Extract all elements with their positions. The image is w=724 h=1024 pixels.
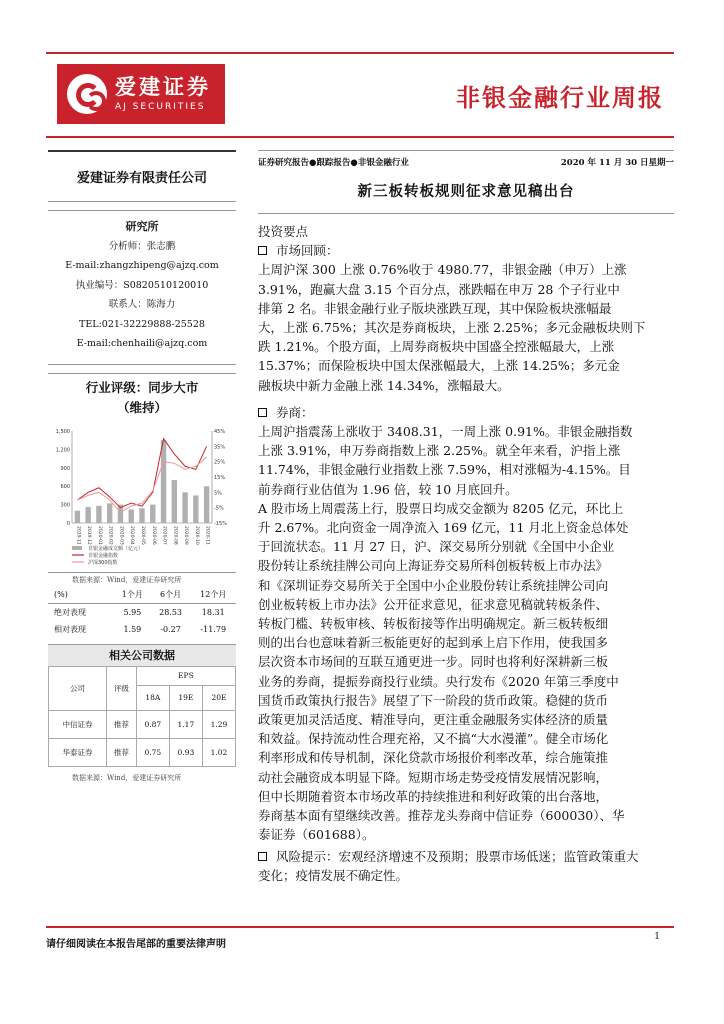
legend-label: 非银金融指数 — [88, 552, 119, 559]
col-company: 公司 — [49, 666, 107, 710]
company-logo — [57, 64, 225, 124]
legend-label: 非银金融成交额（亿元） — [88, 545, 144, 552]
report-date: 2020 年 11 月 30 日星期一 — [560, 158, 674, 168]
rating-line2: （维持） — [116, 399, 167, 415]
perf-cell: 相对表现 — [54, 624, 86, 634]
table-row — [49, 710, 236, 738]
text-line: 3.91%，跑赢大盘 3.15 个百分点，涨跌幅在申万 28 个子行业中 — [258, 281, 620, 297]
market-header: 市场回顾： — [276, 243, 339, 259]
perf-header-cell: 1个月 — [114, 587, 151, 604]
volume-bar — [161, 440, 166, 523]
x-tick-label: 2020-04 — [129, 525, 135, 545]
col-rating: 评级 — [106, 666, 136, 710]
text-line: 创业板转板上市办法》公开征求意见，征求意见稿就转板条件、 — [258, 596, 609, 612]
text-line: 层次资本市场间的互联互通更进一步。同时也将利好深耕新三板 — [258, 654, 609, 670]
contact-name: 联系人：陈海力 — [108, 299, 176, 310]
rel-cell: 0.87 — [136, 710, 169, 738]
text-line: 跌 1.21%。个股方面，上周券商板块中国盛全控涨幅最大，上涨 — [258, 339, 615, 355]
analyst-name: 分析师：张志鹏 — [108, 240, 176, 252]
contact-tel: TEL:021-32229888-25528 — [79, 318, 205, 330]
text-line: 政策更加灵活适度、精准导向，更注重金融服务实体经济的质量 — [258, 712, 609, 728]
year-cell: 19E — [169, 685, 202, 710]
text-line: 和效益。保持流动性合理充裕，又不搞“大水漫灌”。健全市场化 — [258, 731, 609, 747]
y-left-tick-label: 600 — [60, 483, 70, 490]
performance-table — [48, 587, 236, 638]
market-chart — [48, 423, 236, 573]
table-row — [49, 738, 236, 766]
license-number: 执业编号：S0820510120010 — [75, 279, 209, 291]
text-line: 15.37%；而保险板块中国太保涨幅最大，上涨 14.25%；多元金 — [258, 358, 620, 374]
x-tick-label: 2020-07 — [161, 525, 167, 545]
volume-bar — [150, 504, 155, 522]
rel-cell: 推荐 — [106, 738, 136, 766]
text-line: 业务的券商，提振券商投行业绩。央行发布《2020 年第三季度中 — [258, 673, 619, 689]
x-tick-label: 2020-01 — [96, 525, 102, 545]
y-right-tick-label: 15% — [214, 474, 226, 481]
rel-cell: 1.29 — [202, 710, 235, 738]
y-left-tick-label: 900 — [60, 465, 70, 472]
risk-line2: 变化；疫情发展不确定性。 — [258, 867, 409, 883]
x-tick-label: 2020-03 — [118, 525, 124, 545]
text-line: 上周沪指震荡上涨收于 3408.31，一周上涨 0.91%。非银金融指数 — [258, 424, 633, 440]
volume-bar — [139, 508, 144, 523]
text-line: 上涨 3.91%，申万券商指数上涨 2.25%。就全年来看，沪指上涨 — [258, 443, 621, 459]
chart-source: 数据来源：Wind，爱建证券研究所 — [72, 575, 182, 584]
broker-header: 券商： — [276, 404, 314, 420]
text-line: 升 2.67%。北向资金一周净流入 169 亿元，11 月北上资金总体处 — [258, 520, 629, 536]
table-row — [48, 604, 236, 621]
y-right-tick-label: -5% — [214, 505, 224, 512]
logo-cn-text: 爱建证券 — [115, 75, 211, 99]
text-line: 则的出台也意味着新三板能更好的起到承上启下作用，使我国多 — [258, 635, 609, 651]
risk-line1: 风险提示：宏观经济增速不及预期；股票市场低迷；监管政策重大 — [276, 848, 639, 864]
text-line: 和《深圳证券交易所关于全国中小企业股份转让系统挂牌公司向 — [258, 577, 609, 593]
analyst-email[interactable]: E-mail:zhangzhipeng@ajzq.com — [65, 260, 219, 271]
rel-cell: 推荐 — [106, 710, 136, 738]
perf-cell: 18.31 — [201, 607, 225, 617]
rel-cell: 中信证券 — [49, 710, 107, 738]
perf-header-cell: (%) — [48, 587, 114, 604]
footer-disclaimer[interactable]: 请仔细阅读在本报告尾部的重要法律声明 — [46, 939, 226, 950]
intro-heading: 投资要点 — [258, 224, 309, 239]
related-header-row — [49, 666, 236, 685]
text-line: 券商基本面有望继续改善。推荐龙头券商中信证券（600030）、华 — [258, 808, 625, 824]
perf-cell: -0.27 — [160, 624, 181, 634]
meta-row — [258, 150, 674, 170]
rel-cell: 0.93 — [169, 738, 202, 766]
text-line: 利率形成和传导机制，深化贷款市场报价利率改革，综合施策推 — [258, 750, 609, 766]
volume-bar — [96, 505, 101, 522]
text-line: 上周沪深 300 上涨 0.76%收于 4980.77，非银金融（申万）上涨 — [258, 262, 627, 278]
text-line: 动社会融资成本明显下降。短期市场走势受疫情发展情况影响， — [258, 769, 609, 785]
y-left-tick-label: 1,200 — [55, 446, 70, 453]
text-line: 排第 2 名。非银金融行业子版块涨跌互现，其中保险板块涨幅最 — [258, 300, 612, 316]
performance-header-row — [48, 587, 236, 604]
rel-cell: 1.02 — [202, 738, 235, 766]
market-section-heading — [258, 241, 674, 260]
report-title: 非银金融行业周报 — [456, 84, 664, 112]
market-paragraph — [258, 260, 674, 394]
text-line: 融板块中新力金融上涨 14.34%，涨幅最大。 — [258, 377, 510, 393]
table-row — [48, 621, 236, 638]
x-tick-label: 2020-06 — [150, 525, 156, 545]
volume-bar — [129, 509, 134, 522]
sidebar-company: 爱建证券有限责任公司 — [48, 150, 236, 202]
volume-bar — [85, 507, 90, 523]
y-right-tick-label: -15% — [214, 520, 227, 527]
checkbox-icon — [258, 408, 267, 417]
text-line: A 股市场上周震荡上行，股票日均成交金额为 8205 亿元，环比上 — [258, 500, 624, 516]
market-chart-svg — [48, 423, 236, 573]
perf-cell: 28.53 — [159, 607, 183, 617]
x-tick-label: 2020-11 — [204, 525, 210, 545]
x-tick-label: 2020-10 — [193, 525, 199, 545]
volume-bar — [172, 480, 177, 523]
perf-cell: -11.79 — [200, 624, 227, 634]
volume-bar — [75, 510, 80, 522]
footer-rule — [46, 926, 674, 928]
contact-email[interactable]: E-mail:chenhaili@ajzq.com — [76, 338, 208, 349]
text-line: 大，上涨 6.75%；其次是券商板块，上涨 2.25%；多元金融板块则下 — [258, 320, 646, 336]
text-line: 转板门槛、转板审核、转板衔接等作出明确规定。新三板转板细 — [258, 616, 609, 632]
rating-line1: 行业评级：同步大市 — [85, 379, 199, 395]
volume-bar — [193, 495, 198, 523]
text-line: 于回流状态。11 月 27 日，沪、深交易所分别就《全国中小企业 — [258, 539, 615, 555]
report-subtitle: 新三板转板规则征求意见稿出台 — [357, 183, 575, 200]
col-eps: EPS — [136, 666, 235, 685]
related-source: 数据来源：Wind，爱建证券研究所 — [72, 773, 182, 782]
text-line: 11.74%，非银金融行业指数上涨 7.59%，相对涨幅为-4.15%。目 — [258, 462, 631, 478]
report-category: 证券研究报告●跟踪报告●非银金融行业 — [258, 158, 409, 168]
y-right-tick-label: 5% — [214, 489, 222, 496]
perf-header-cell: 6个月 — [151, 587, 191, 604]
year-cell: 18A — [136, 685, 169, 710]
main-content — [258, 150, 674, 885]
x-tick-label: 2020-08 — [172, 525, 178, 545]
y-left-tick-label: 1,500 — [55, 428, 70, 435]
perf-cell: 5.95 — [123, 607, 142, 617]
text-line: 前券商行业估值为 1.96 倍，较 10 月底回升。 — [258, 481, 518, 497]
x-tick-label: 2020-02 — [107, 525, 113, 545]
volume-bar — [107, 503, 112, 523]
checkbox-icon — [258, 852, 267, 861]
y-left-tick-label: 0 — [66, 520, 70, 527]
year-cell: 20E — [202, 685, 235, 710]
perf-cell: 绝对表现 — [54, 607, 86, 617]
sidebar — [48, 150, 236, 785]
header-bottom-rule — [46, 136, 674, 138]
research-header: 研究所 — [125, 220, 159, 233]
x-tick-label: 2020-09 — [183, 525, 189, 545]
rel-cell: 华泰证券 — [49, 738, 107, 766]
rel-cell: 1.17 — [169, 710, 202, 738]
analyst-info — [48, 210, 236, 365]
x-tick-label: 2019-12 — [86, 525, 92, 545]
volume-bar — [204, 486, 209, 523]
broker-section-heading — [258, 403, 674, 422]
subtitle-divider — [258, 213, 674, 214]
risk-section — [258, 847, 674, 866]
y-right-tick-label: 45% — [214, 428, 226, 435]
industry-rating — [48, 373, 236, 423]
legend-swatch — [72, 546, 82, 550]
y-right-tick-label: 35% — [214, 443, 226, 450]
header-top-rule — [46, 52, 674, 54]
logo-en-text: AJ SECURITIES — [115, 102, 206, 112]
text-line: 但中长期随着资本市场改革的持续推进和利好政策的出台落地， — [258, 788, 609, 804]
text-line: 泰证券（601688）。 — [258, 827, 375, 843]
logo-emblem-icon — [67, 74, 107, 114]
related-table — [48, 666, 236, 767]
y-right-tick-label: 25% — [214, 459, 226, 466]
perf-cell: 1.59 — [123, 624, 142, 634]
legend-label: 沪深300指数 — [88, 559, 118, 566]
text-line: 股份转让系统挂牌公司向上海证券交易所科创板转板上市办法》 — [258, 558, 609, 574]
rel-cell: 0.75 — [136, 738, 169, 766]
checkbox-icon — [258, 246, 267, 255]
text-line: 国货币政策执行报告》展望了下一阶段的货币政策。稳健的货币 — [258, 692, 609, 708]
y-left-tick-label: 300 — [60, 502, 70, 509]
perf-header-cell: 12个月 — [190, 587, 236, 604]
volume-bar — [182, 492, 187, 523]
broker-paragraph — [258, 422, 674, 844]
page-number: 1 — [654, 932, 660, 942]
x-tick-label: 2020-05 — [140, 525, 145, 545]
x-tick-label: 2019-11 — [75, 525, 81, 545]
related-title: 相关公司数据 — [48, 644, 236, 666]
